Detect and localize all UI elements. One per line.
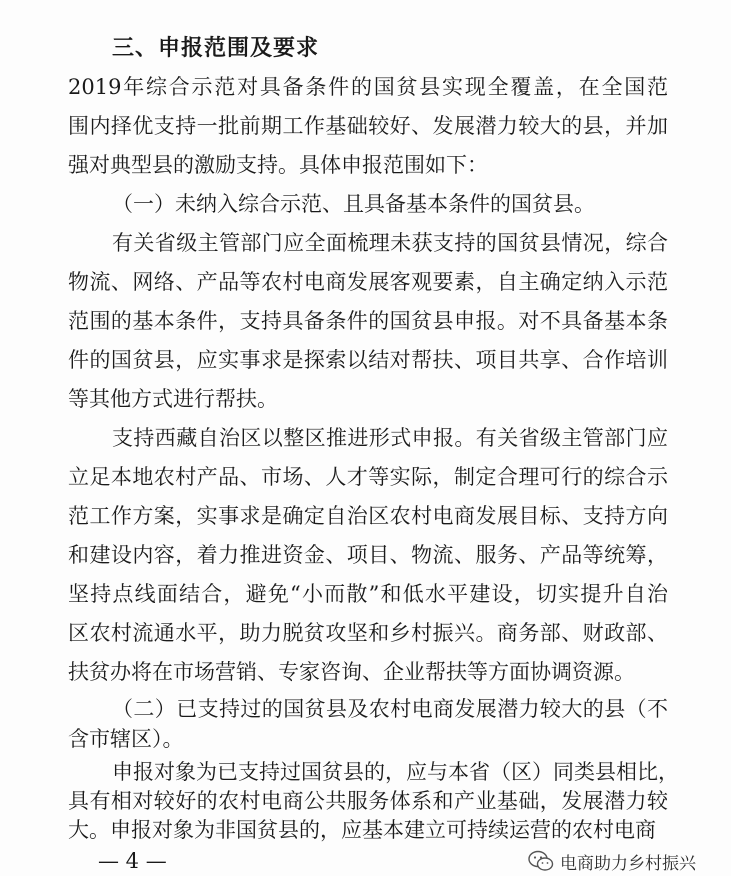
- paragraph-line: 强对典型县的激励支持。具体申报范围如下：: [68, 153, 488, 177]
- watermark: [528, 846, 696, 876]
- subsection-heading: （一）未纳入综合示范、且具备基本条件的国贫县。: [112, 192, 595, 216]
- watermark-text: 电商助力乡村振兴: [560, 853, 696, 874]
- paragraph-line: 范工作方案，实事求是确定自治区农村电商发展目标、支持方向: [68, 504, 668, 528]
- paragraph-line: 坚持点线面结合，避免“小而散”和低水平建设，切实提升自治: [68, 582, 668, 606]
- paragraph-line: 件的国贫县，应实事求是探索以结对帮扶、项目共享、合作培训: [68, 348, 668, 372]
- paragraph-line: 范围的基本条件，支持具备条件的国贫县申报。对不具备基本条: [68, 309, 668, 333]
- section-heading: 三、申报范围及要求: [112, 36, 320, 61]
- paragraph-line: 申报对象为已支持过国贫县的，应与本省（区）同类县相比，: [112, 760, 679, 784]
- paragraph-line: 扶贫办将在市场营销、专家咨询、企业帮扶等方面协调资源。: [68, 660, 635, 684]
- paragraph-line: 围内择优支持一批前期工作基础较好、发展潜力较大的县，并加: [68, 114, 668, 138]
- subsection-heading: 含市辖区）。: [68, 727, 184, 751]
- paragraph-line: 有关省级主管部门应全面梳理未获支持的国贫县情况，综合: [112, 231, 668, 255]
- paragraph-line: 立足本地农村产品、市场、人才等实际，制定合理可行的综合示: [68, 465, 668, 489]
- wechat-icon: [528, 850, 554, 872]
- paragraph-line: 2019年综合示范对具备条件的国贫县实现全覆盖，在全国范: [68, 75, 668, 99]
- paragraph-line: 物流、网络、产品等农村电商发展客观要素，自主确定纳入示范: [68, 270, 668, 294]
- paragraph-line: 大。申报对象为非国贫县的，应基本建立可持续运营的农村电商: [68, 818, 656, 842]
- paragraph-line: 等其他方式进行帮扶。: [68, 387, 278, 411]
- paragraph-line: 具有相对较好的农村电商公共服务体系和产业基础，发展潜力较: [68, 789, 668, 813]
- paragraph-line: 支持西藏自治区以整区推进形式申报。有关省级主管部门应: [112, 426, 668, 450]
- page-number: — 4 —: [98, 849, 167, 873]
- paragraph-line: 和建设内容，着力推进资金、项目、物流、服务、产品等统筹，: [68, 543, 668, 567]
- paragraph-line: 区农村流通水平，助力脱贫攻坚和乡村振兴。商务部、财政部、: [68, 621, 668, 645]
- subsection-heading: （二）已支持过的国贫县及农村电商发展潜力较大的县（不: [112, 697, 668, 721]
